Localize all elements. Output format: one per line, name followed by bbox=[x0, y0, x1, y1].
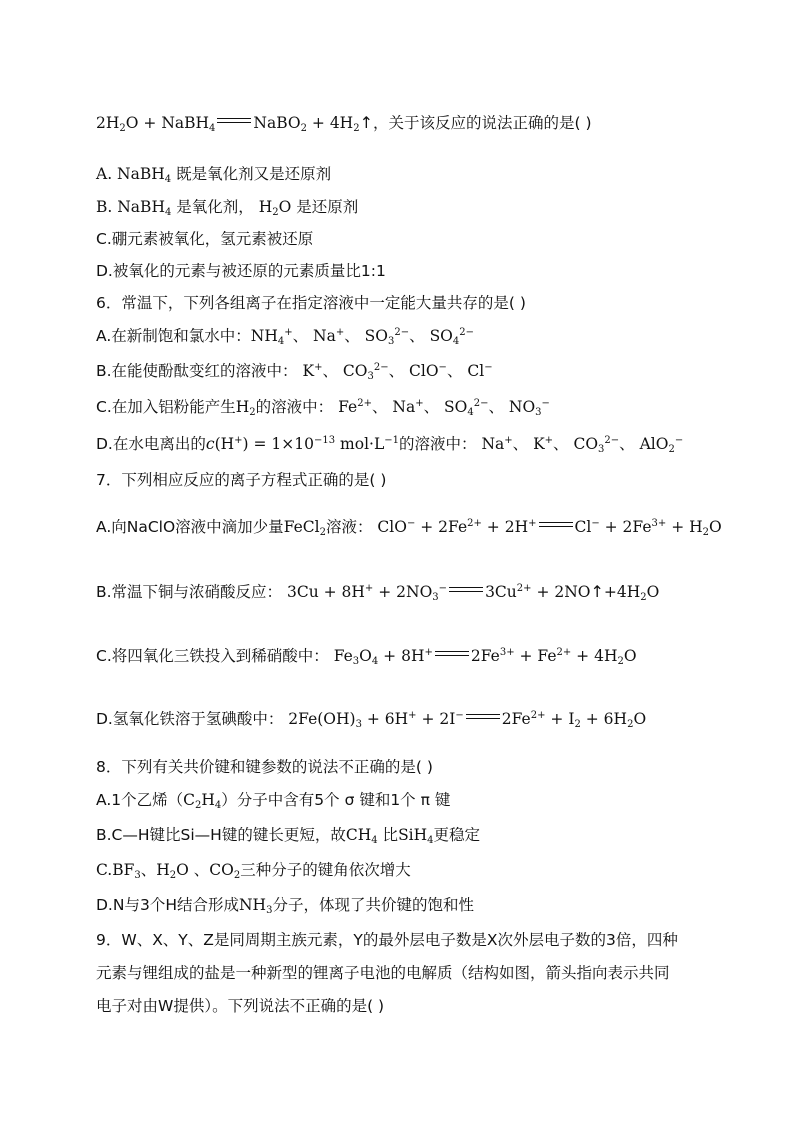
q7-option-a: A.向NaClO溶液中滴加少量FeCl$_2$溶液： $ClO^- + 2Fe^{2+} + 2H^+$ $Cl^- + 2Fe^{3+} + H_2O$ bbox=[96, 518, 722, 538]
q5-option-b: B. NaBH$_4$ 是氧化剂， $H_2O$ 是还原剂 bbox=[96, 198, 359, 218]
q7-option-b: B.常温下铜与浓硝酸反应： $3Cu + 8H^+ + 2NO_3^-$ $3Cu^{2+}$ + $2NO↑+4H_2O$ bbox=[96, 582, 660, 603]
q6-option-d: D.在水电离出的$c(H^+) = 1\times 10^{-13}$ $mol\cdot L^{-1}$的溶液中： Na+、 K+、 $CO_3^{2-}$、 AlO$_2$− bbox=[96, 435, 684, 455]
q8-option-d: D.N与3个H结合形成$NH_3$分子，体现了共价键的饱和性 bbox=[96, 896, 474, 916]
q5-stem: $2H_2O$ + NaBH$_4$ NaBO$_2$ + $4H_2↑$，关于该反应的说法正确的是( ) bbox=[96, 113, 592, 134]
q7-option-c: C.将四氧化三铁投入到稀硝酸中： $Fe_3O_4 + 8H^+$ $2Fe^{3+} + Fe^{2+} + 4H_2O$ bbox=[96, 647, 637, 667]
q5-option-c: C.硼元素被氧化，氢元素被还原 bbox=[96, 230, 314, 248]
q7-stem: 7．下列相应反应的离子方程式正确的是( ) bbox=[96, 471, 387, 489]
q5-option-a: A. NaBH$_4$ 既是氧化剂又是还原剂 bbox=[96, 165, 332, 185]
q8-stem: 8．下列有关共价键和键参数的说法不正确的是( ) bbox=[96, 758, 433, 776]
q8-option-a: A.1个乙烯$(C_2H_4)$分子中含有5个 σ 键和1个 π 键 bbox=[96, 791, 451, 811]
q5-option-d: D.被氧化的元素与被还原的元素质量比1:1 bbox=[96, 262, 386, 280]
q6-option-a: A.在新制饱和氯水中：$NH_4^+$、 Na+、 $SO_3^{2-}$、 $SO_4^{2-}$ bbox=[96, 327, 475, 347]
q8-option-c: $C.BF_3$、$H_2O$ 、$CO_2$三种分子的键角依次增大 bbox=[96, 861, 411, 881]
q6-option-b: B.在能使酚酞变红的溶液中： K+、 $CO_3^{2-}$、 ClO−、 Cl− bbox=[96, 362, 493, 382]
q8-option-b: B.C—H键比Si—H键的键长更短，故$CH_4$ 比SiH$_4$更稳定 bbox=[96, 826, 481, 846]
q6-stem: 6．常温下，下列各组离子在指定溶液中一定能大量共存的是( ) bbox=[96, 294, 526, 312]
q9-stem-line-1: 9．W、X、Y、Z是同周期主族元素，Y的最外层电子数是X次外层电子数的3倍，四种 bbox=[96, 931, 678, 949]
q7-option-d: D.氢氧化铁溶于氢碘酸中： $2Fe(OH)_3 + 6H^+ + 2I^-$ $2Fe^{2+} + I_2 + 6H_2O$ bbox=[96, 710, 647, 730]
q9-stem-line-2: 元素与锂组成的盐是一种新型的锂离子电池的电解质（结构如图，箭头指向表示共同 bbox=[96, 964, 670, 982]
q9-stem-line-3: 电子对由W提供）。下列说法不正确的是( ) bbox=[96, 997, 385, 1015]
q6-option-c: C.在加入铝粉能产生$H_2$的溶液中： $Fe^{2+}$、 Na+、 $SO_4^{2-}$、 $NO_3^-$ bbox=[96, 398, 550, 418]
